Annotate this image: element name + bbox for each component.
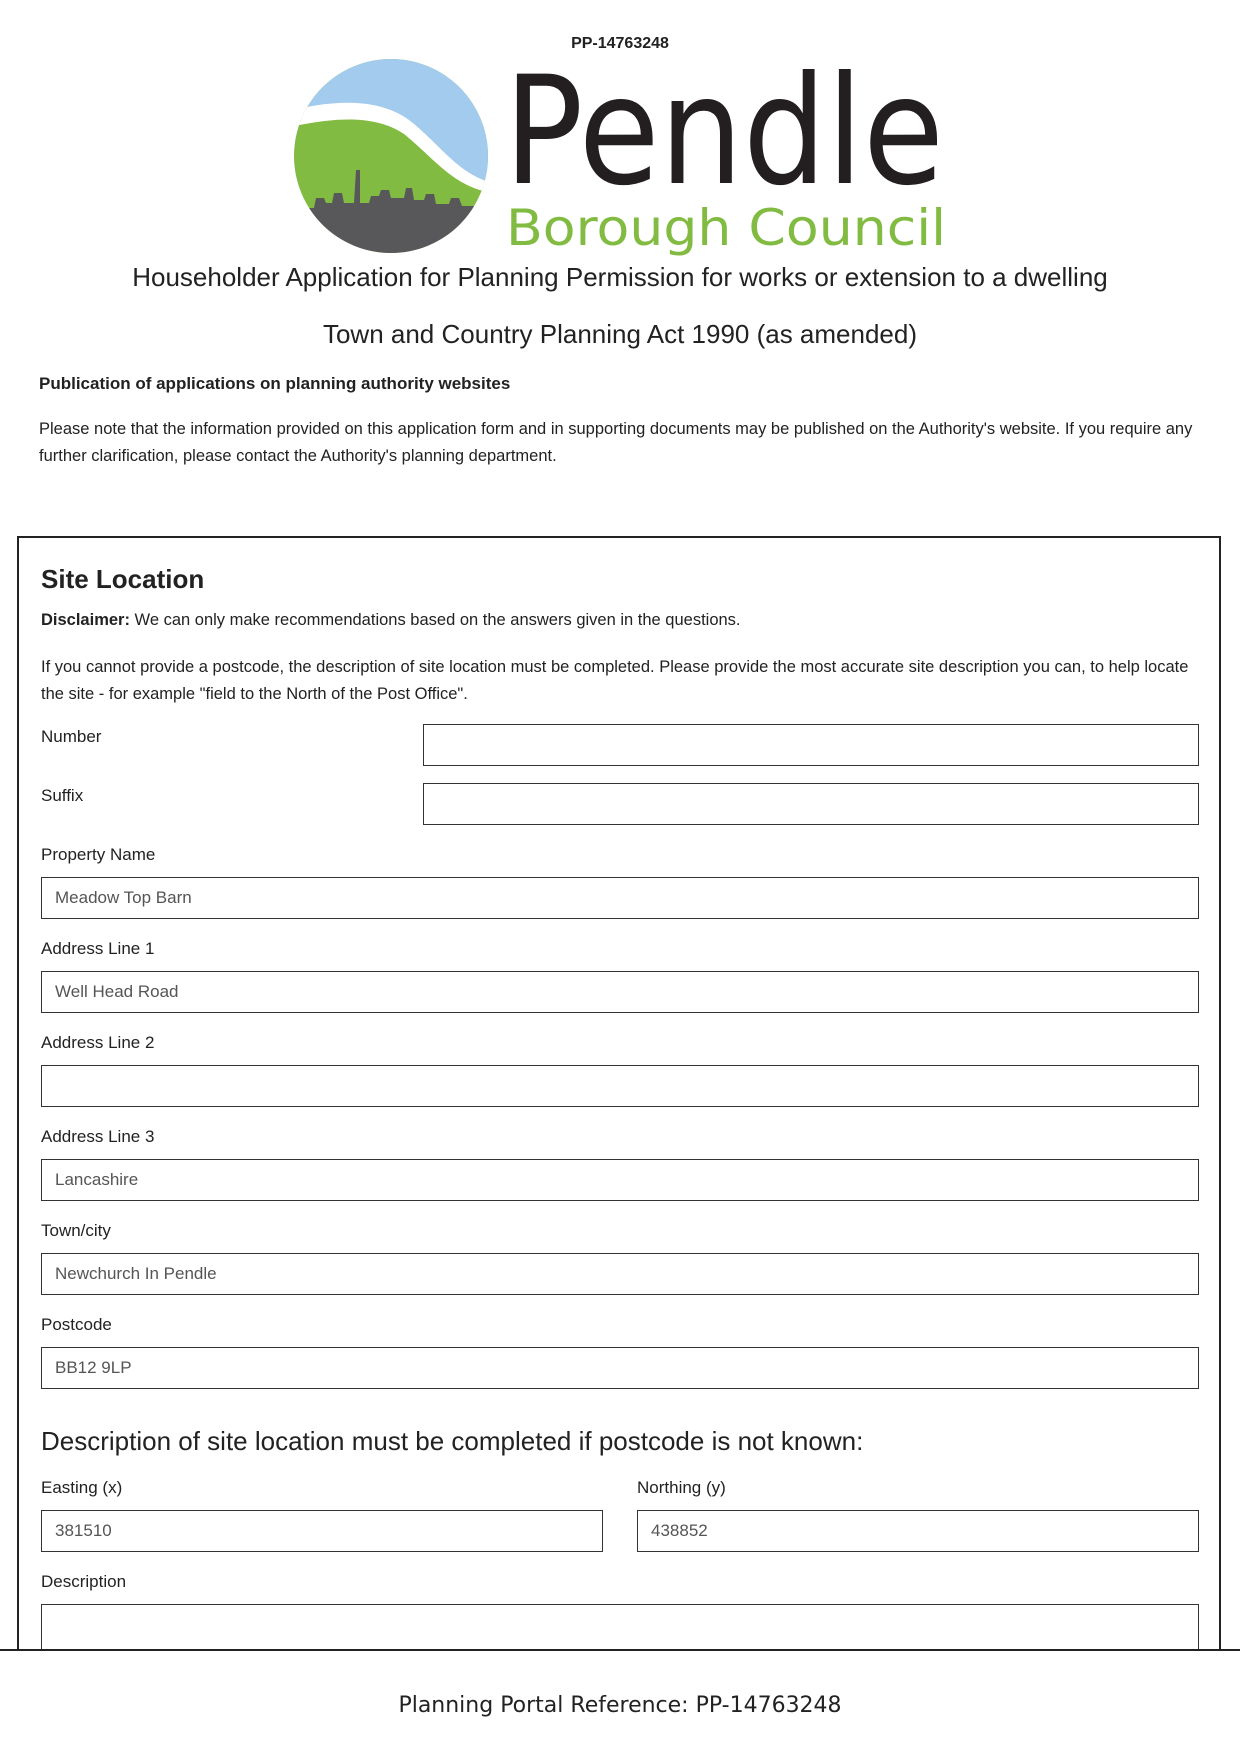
suffix-label: Suffix xyxy=(41,786,84,805)
northing-label: Northing (y) xyxy=(637,1478,726,1497)
disclaimer-label: Disclaimer: xyxy=(41,611,130,629)
description-heading: Description of site location must be completed if postcode is not known: xyxy=(41,1426,864,1456)
address-line-2-label: Address Line 2 xyxy=(41,1033,155,1052)
page-title: Householder Application for Planning Permission for works or extension to a dwelling xyxy=(132,262,1108,292)
reference-number: PP-14763248 xyxy=(571,35,669,52)
easting-label: Easting (x) xyxy=(41,1478,123,1497)
address-line-2-field[interactable] xyxy=(41,1065,1199,1107)
logo-wordmark: Pendle xyxy=(504,58,944,219)
suffix-field[interactable] xyxy=(423,783,1199,825)
northing-field[interactable]: 438852 xyxy=(637,1510,1199,1552)
help-text: If you cannot provide a postcode, the description of site location must be completed. Please provide the most accurate site description you can, to help locate the site - for example "field to the North of the Post Office". xyxy=(41,658,1189,703)
disclaimer-text: We can only make recommendations based on the answers given in the questions. xyxy=(129,611,741,629)
number-label: Number xyxy=(41,727,102,746)
description-label: Description xyxy=(41,1572,127,1591)
pendle-logo xyxy=(294,58,954,258)
footer-reference: Planning Portal Reference: PP-14763248 xyxy=(398,1693,842,1718)
town-city-label: Town/city xyxy=(41,1221,111,1240)
logo-tagline: Borough Council xyxy=(506,199,946,257)
address-line-3-field[interactable]: Lancashire xyxy=(41,1159,1199,1201)
easting-field[interactable]: 381510 xyxy=(41,1510,603,1552)
property-name-field[interactable]: Meadow Top Barn xyxy=(41,877,1199,919)
postcode-label: Postcode xyxy=(41,1315,112,1334)
site-location-panel xyxy=(17,536,1221,1649)
number-field[interactable] xyxy=(423,724,1199,766)
address-line-1-label: Address Line 1 xyxy=(41,939,155,958)
logo-emblem-icon xyxy=(294,58,494,258)
postcode-field[interactable]: BB12 9LP xyxy=(41,1347,1199,1389)
page-subtitle: Town and Country Planning Act 1990 (as amended) xyxy=(322,319,918,349)
publication-heading: Publication of applications on planning authority websites xyxy=(39,374,511,393)
section-title: Site Location xyxy=(41,564,205,594)
description-field[interactable] xyxy=(41,1604,1199,1649)
disclaimer xyxy=(41,611,741,630)
address-line-1-field[interactable]: Well Head Road xyxy=(41,971,1199,1013)
property-name-label: Property Name xyxy=(41,845,156,864)
publication-notice: Please note that the information provided on this application form and in supporting documents may be published on the Authority's website. If you require any further clarification, please contact the Authority's planning department. xyxy=(39,420,1193,465)
town-city-field[interactable]: Newchurch In Pendle xyxy=(41,1253,1199,1295)
address-line-3-label: Address Line 3 xyxy=(41,1127,155,1146)
footer-divider xyxy=(0,1649,1240,1651)
